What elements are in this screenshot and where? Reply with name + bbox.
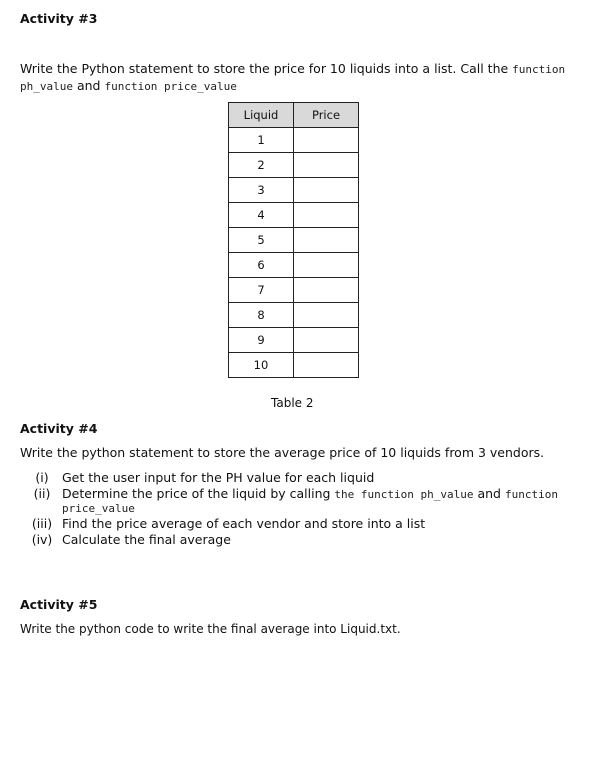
liquid-cell: 9 [229,328,294,353]
liquid-cell: 4 [229,203,294,228]
activity5-text: Write the python code to write the final average into Liquid.txt. [20,622,401,636]
price-cell [294,153,359,178]
liquid-cell: 2 [229,153,294,178]
price-cell [294,278,359,303]
liquid-cell: 5 [229,228,294,253]
liquid-cell: 8 [229,303,294,328]
price-cell [294,328,359,353]
liquid-cell: 7 [229,278,294,303]
activity4-item-ii: (ii) Determine the price of the liquid by calling the function ph_value and function [33,486,558,501]
price-cell [294,178,359,203]
table-row [229,228,359,253]
activity5-heading: Activity #5 [20,597,98,612]
table-row [229,303,359,328]
table-row [229,203,359,228]
liquid-cell: 3 [229,178,294,203]
liquid-cell: 1 [229,128,294,153]
activity4-heading: Activity #4 [20,421,98,436]
table-row [229,178,359,203]
liquid-cell: 10 [229,353,294,378]
activity3-heading: Activity #3 [20,11,98,26]
activity4-item-ii-continued: price_value [62,502,135,515]
activity4-intro: Write the python statement to store the average price of 10 liquids from 3 vendors. [20,445,545,460]
activity3-instruction-line2: ph_value and function price_value [20,78,237,93]
price-cell [294,303,359,328]
activity4-item-iv: (iv) Calculate the final average [31,532,231,547]
table-caption: Table 2 [271,396,314,410]
table-row [229,128,359,153]
liquid-price-table [228,102,359,378]
table-row [229,353,359,378]
table-row [229,253,359,278]
activity4-item-i: (i) Get the user input for the PH value for each liquid [35,470,375,485]
table-row [229,278,359,303]
activity4-item-iii: (iii) Find the price average of each vendor and store into a list [31,516,426,531]
table-row [229,328,359,353]
price-cell [294,203,359,228]
price-cell [294,228,359,253]
liquid-cell: 6 [229,253,294,278]
table-header-price: Price [294,103,359,128]
price-cell [294,253,359,278]
table-header-liquid: Liquid [229,103,294,128]
table-row [229,153,359,178]
activity3-instruction-line1: Write the Python statement to store the price for 10 liquids into a list. Call the function [20,61,566,76]
price-cell [294,128,359,153]
price-cell [294,353,359,378]
